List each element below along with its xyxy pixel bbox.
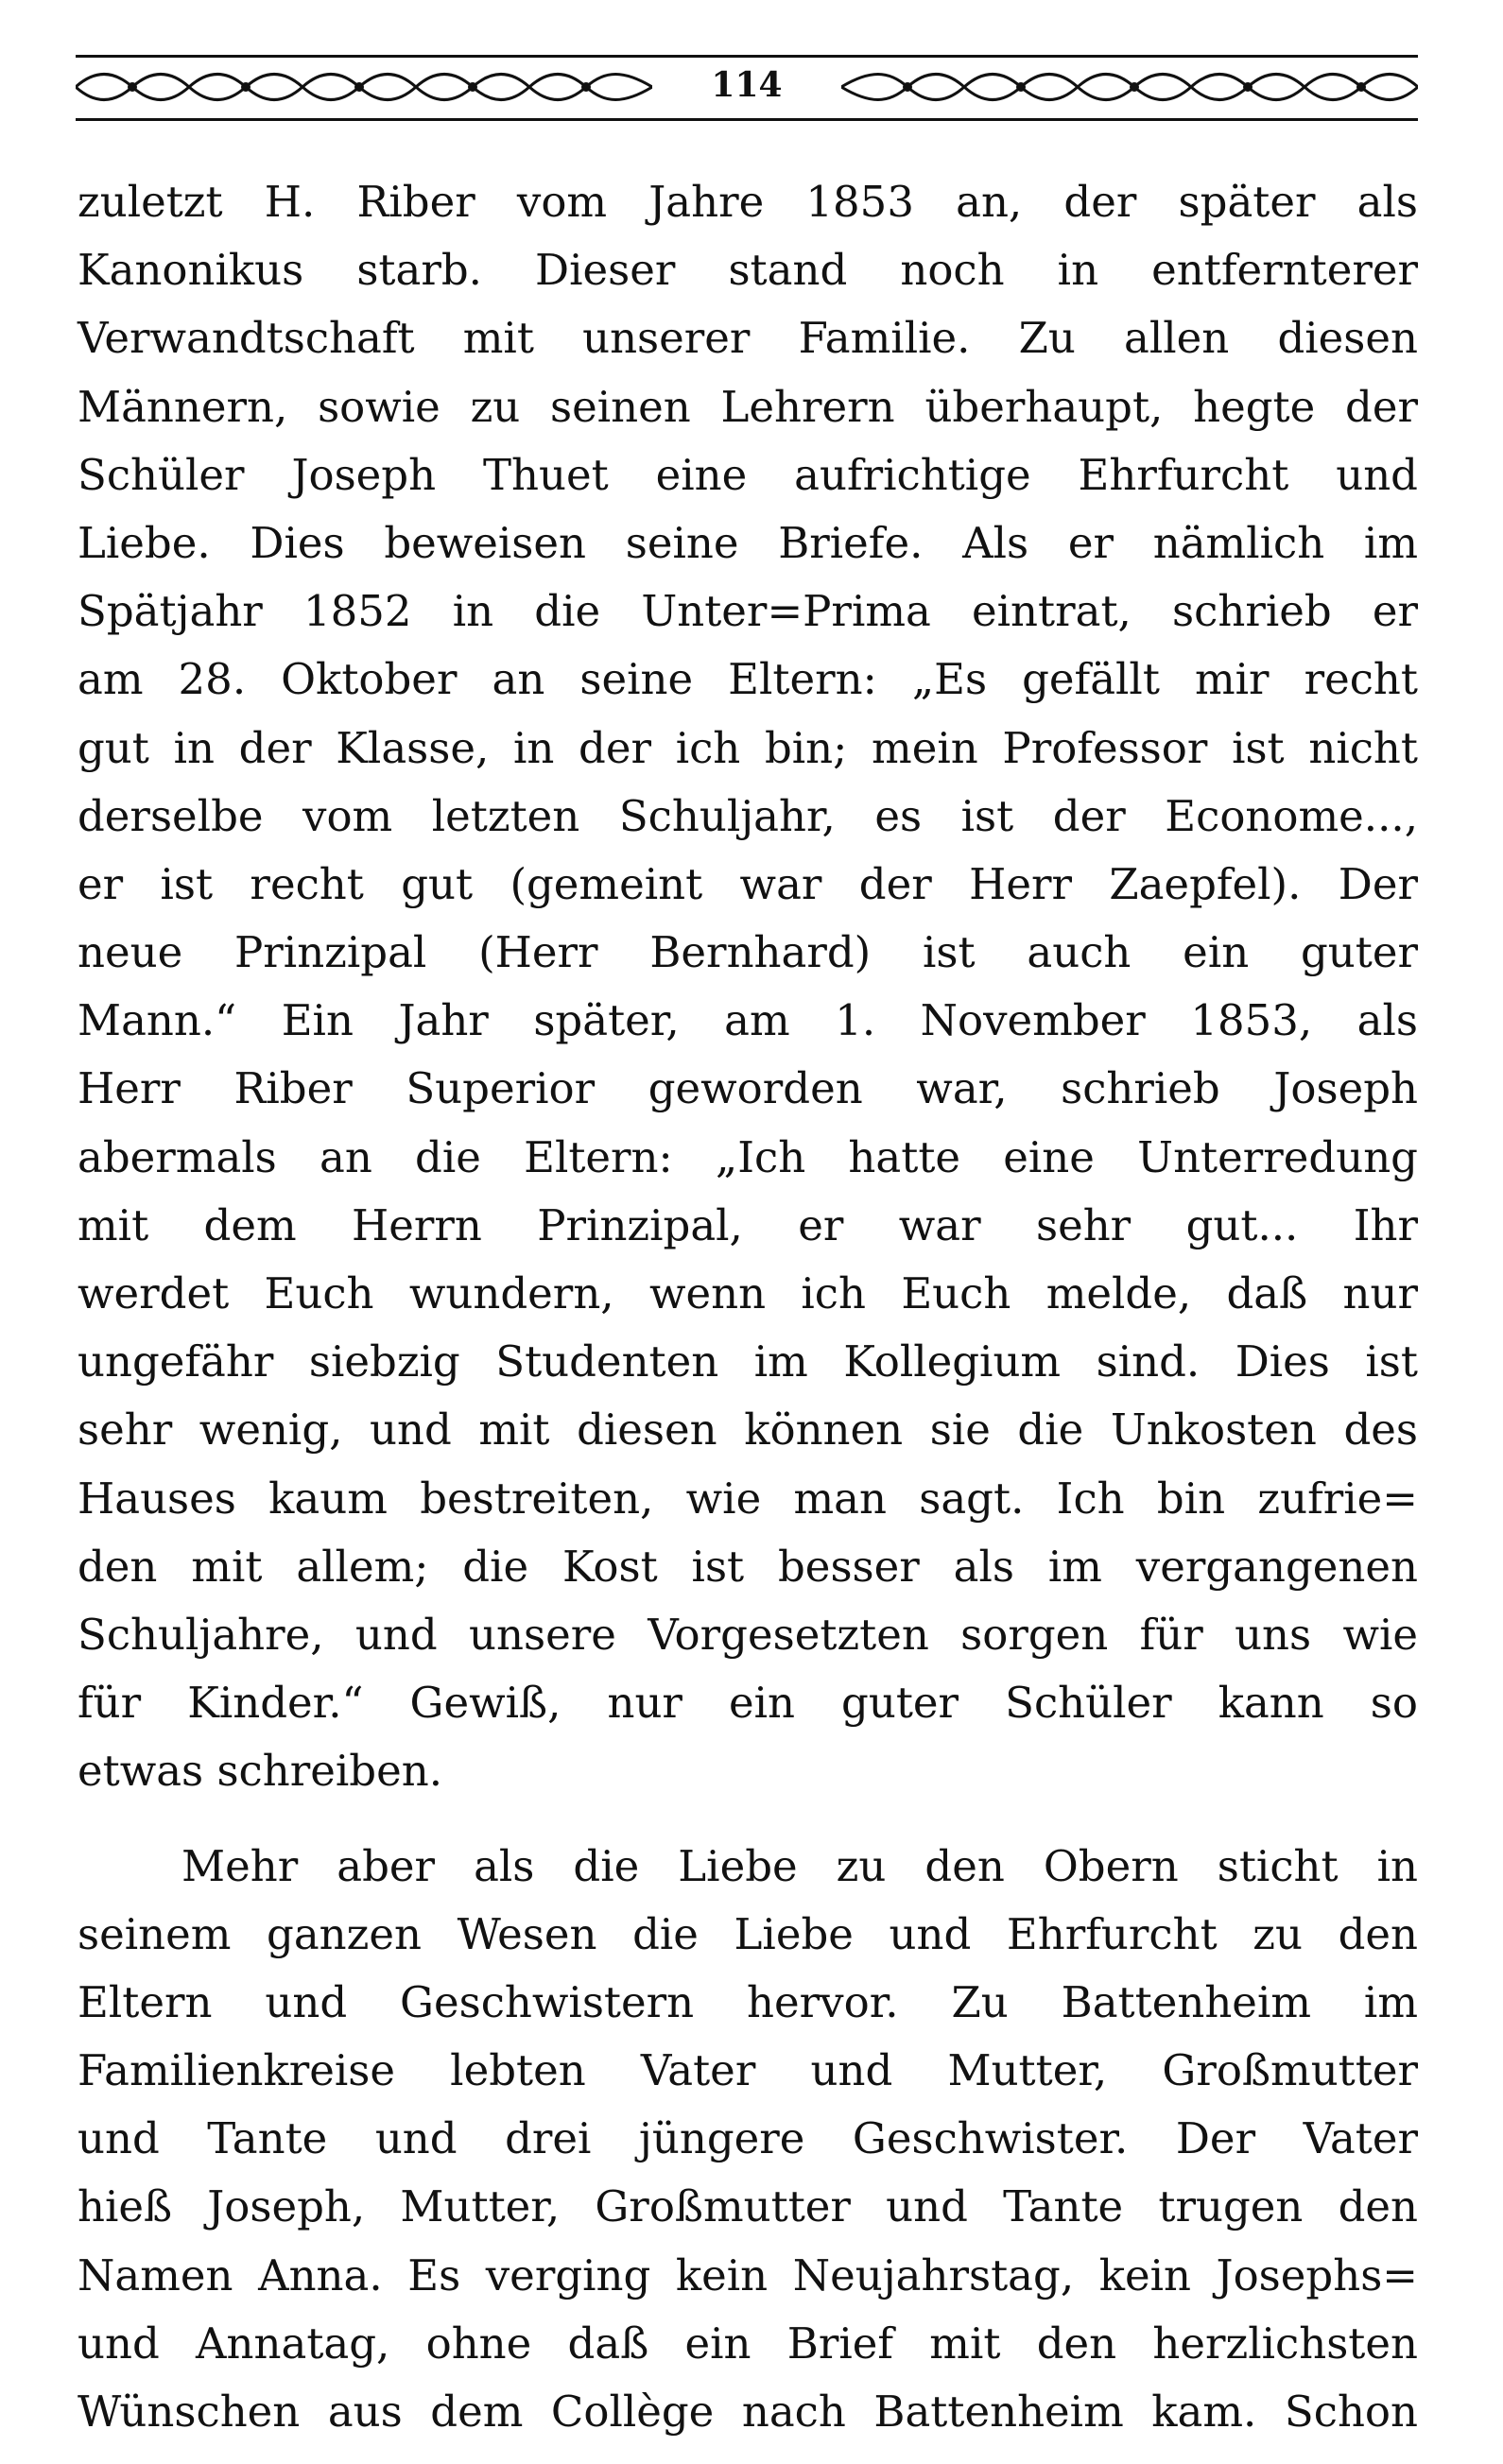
- page-header: [76, 55, 1418, 121]
- text-line: zuletzt H. Riber vom Jahre 1853 an, der später als: [78, 177, 1418, 227]
- text-line: Kanonikus starb. Dieser stand noch in entfernterer: [78, 245, 1418, 296]
- paragraph-2: [78, 1833, 1418, 2447]
- text-line: sehr wenig, und mit diesen können sie die Unkosten des: [78, 1404, 1418, 1456]
- page-number: 114: [711, 65, 783, 105]
- text-line: Namen Anna. Es verging kein Neujahrstag, kein Josephs=: [78, 2249, 1418, 2300]
- text-line: etwas schreiben.: [78, 1746, 442, 1797]
- text-line: Spätjahr 1852 in die Unter=Prima eintrat, schrieb er: [78, 586, 1418, 637]
- header-rule-top: [76, 55, 1418, 58]
- text-line: Herr Riber Superior geworden war, schrieb Joseph: [78, 1063, 1418, 1114]
- text-line: neue Prinzipal (Herr Bernhard) ist auch ein guter: [78, 927, 1418, 978]
- text-line: ungefähr siebzig Studenten im Kollegium sind. Dies ist: [78, 1336, 1418, 1387]
- text-line: gut in der Klasse, in der ich bin; mein Professor ist nicht: [78, 722, 1418, 773]
- text-line: hieß Joseph, Mutter, Großmutter und Tante trugen den: [78, 2181, 1418, 2232]
- text-line: mit dem Herrn Prinzipal, er war sehr gut... Ihr: [78, 1199, 1418, 1250]
- paragraph-gap: [78, 1806, 1418, 1833]
- text-line: am 28. Oktober an seine Eltern: „Es gefällt mir recht: [78, 654, 1418, 705]
- text-line: Mann.“ Ein Jahr später, am 1. November 1853, als: [78, 995, 1418, 1046]
- text-line: werdet Euch wundern, wenn ich Euch melde, daß nur: [78, 1268, 1418, 1318]
- text-line: für Kinder.“ Gewiß, nur ein guter Schüler kann so: [78, 1678, 1418, 1729]
- text-line: den mit allem; die Kost ist besser als im vergangenen: [78, 1541, 1418, 1592]
- text-line: Eltern und Geschwistern hervor. Zu Battenheim im: [78, 1976, 1418, 2027]
- text-line: seinem ganzen Wesen die Liebe und Ehrfurcht zu den: [78, 1908, 1418, 1959]
- text-line: und Tante und drei jüngere Geschwister. Der Vater: [78, 2113, 1418, 2164]
- text-line: abermals an die Eltern: „Ich hatte eine Unterredung: [78, 1131, 1418, 1182]
- body-text: [78, 168, 1418, 2446]
- text-line: Verwandtschaft mit unserer Familie. Zu allen diesen: [78, 313, 1418, 364]
- header-rule-bottom: [76, 118, 1418, 121]
- text-line: Schuljahre, und unsere Vorgesetzten sorgen für uns wie: [78, 1609, 1418, 1660]
- text-line: Schüler Joseph Thuet eine aufrichtige Ehrfurcht und: [78, 449, 1418, 500]
- text-line: er ist recht gut (gemeint war der Herr Zaepfel). Der: [78, 858, 1418, 909]
- text-line: Wünschen aus dem Collège nach Battenheim kam. Schon: [78, 2386, 1418, 2437]
- text-line: Hauses kaum bestreiten, wie man sagt. Ich bin zufrie=: [78, 1473, 1418, 1524]
- right-ornament-icon: [841, 68, 1418, 106]
- text-line: derselbe vom letzten Schuljahr, es ist der Econome...,: [78, 790, 1418, 841]
- text-line: Mehr aber als die Liebe zu den Obern sticht in: [181, 1840, 1418, 1891]
- text-line: Männern, sowie zu seinen Lehrern überhaupt, hegte der: [78, 381, 1418, 432]
- paragraph-1: [78, 168, 1418, 1806]
- text-line: und Annatag, ohne daß ein Brief mit den herzlichsten: [78, 2318, 1418, 2369]
- text-line: Familienkreise lebten Vater und Mutter, Großmutter: [78, 2045, 1418, 2096]
- text-line: Liebe. Dies beweisen seine Briefe. Als er nämlich im: [78, 517, 1418, 568]
